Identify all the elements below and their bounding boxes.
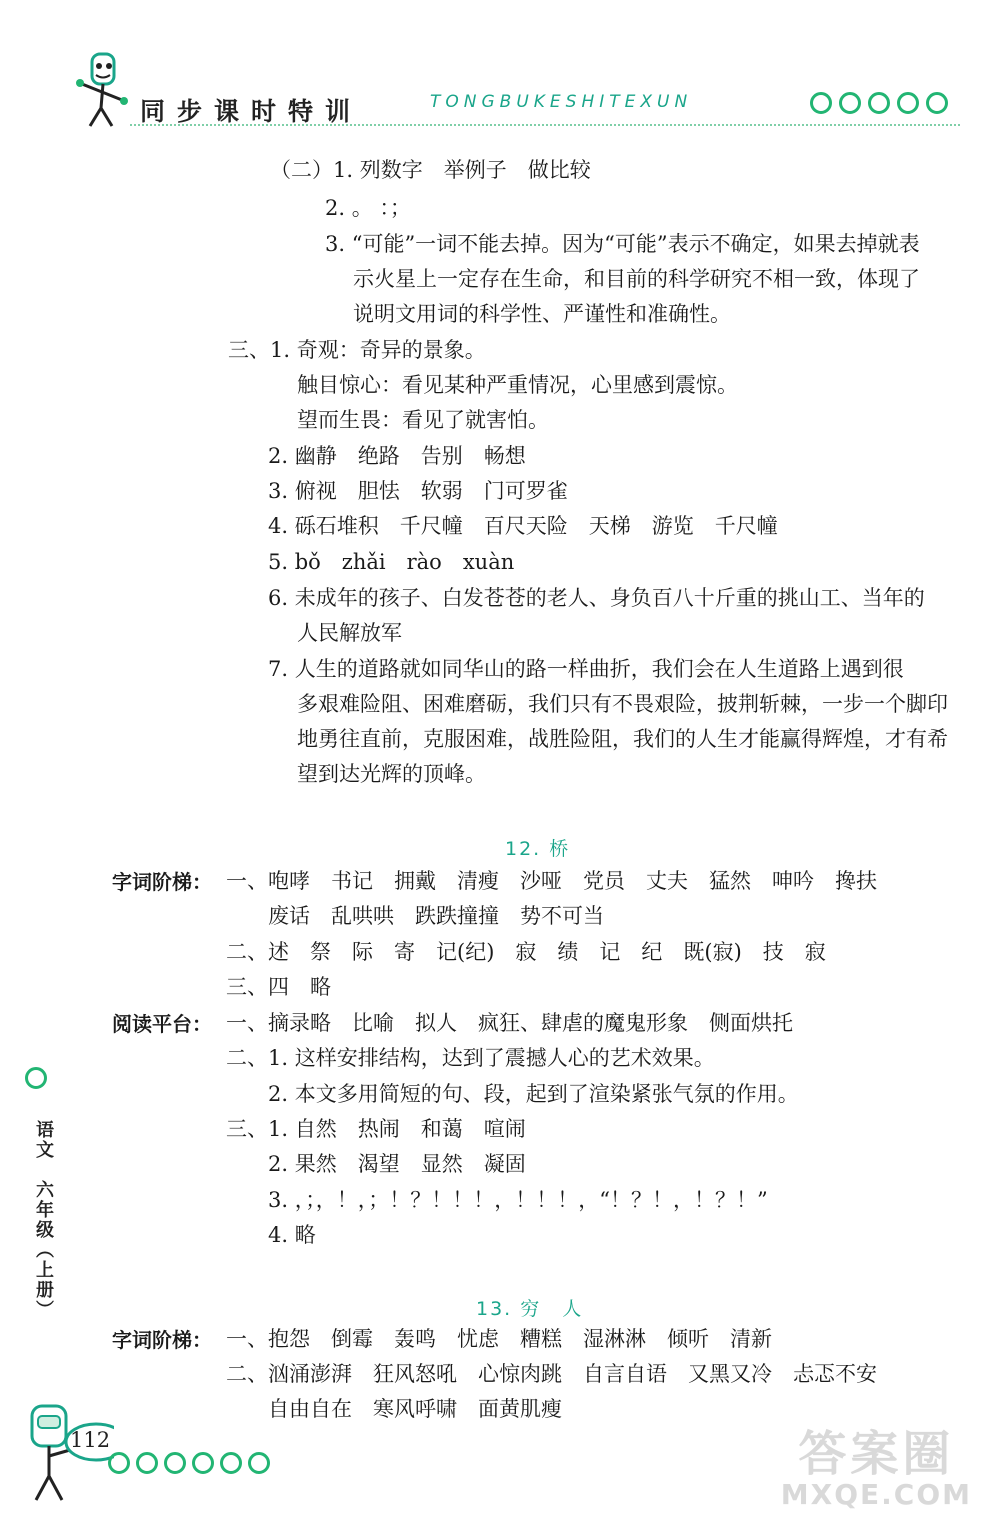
ring-icon: [164, 1452, 186, 1474]
answer-line: 2. 本文多用简短的句、段，起到了渲染紧张气氛的作用。: [268, 1082, 799, 1106]
answer-line: 三、四 略: [226, 975, 331, 999]
header-rings: [810, 92, 960, 118]
header-pinyin: TONGBUKESHITEXUN: [430, 92, 693, 112]
answer-line: 示火星上一定存在生命，和目前的科学研究不相一致，体现了: [353, 267, 920, 291]
answer-line: 一、咆哮 书记 拥戴 清瘦 沙哑 党员 丈夫 猛然 呻吟 搀扶: [226, 869, 877, 893]
footer-rings: [108, 1452, 278, 1478]
ring-icon: [839, 92, 861, 114]
ring-icon: [108, 1452, 130, 1474]
answer-line: 二、1. 这样安排结构，达到了震撼人心的艺术效果。: [226, 1046, 715, 1070]
answer-line: 3. “可能”一词不能去掉。因为“可能”表示不确定，如果去掉就表: [325, 232, 920, 256]
lesson-title: 12. 桥: [505, 838, 571, 860]
answer-line: 2. 幽静 绝路 告别 畅想: [268, 444, 526, 468]
answer-line: 人民解放军: [297, 621, 402, 645]
section-label-ciyu: 字词阶梯：: [112, 870, 212, 894]
lesson-title: 13. 穷 人: [476, 1298, 584, 1320]
answer-line: 二、述 祭 际 寄 记(纪) 寂 绩 记 纪 既(寂) 技 寂: [226, 940, 826, 964]
mascot-icon: [68, 48, 138, 138]
answer-line: 一、抱怨 倒霉 轰鸣 忧虑 糟糕 湿淋淋 倾听 清新: [226, 1327, 772, 1351]
answer-line: 6. 未成年的孩子、白发苍苍的老人、身负百八十斤重的挑山工、当年的: [268, 586, 925, 610]
watermark: [781, 1428, 972, 1510]
answer-line: 2. 。 ：；: [325, 196, 411, 220]
answer-line: 二、汹涌澎湃 狂风怒吼 心惊肉跳 自言自语 又黑又冷 忐忑不安: [226, 1362, 877, 1386]
answer-line: 触目惊心：看见某种严重情况，心里感到震惊。: [297, 373, 738, 397]
ring-icon: [192, 1452, 214, 1474]
section-label-yuedu: 阅读平台：: [112, 1012, 212, 1036]
ring-icon: [136, 1452, 158, 1474]
answer-line: 3. ，；，！，；！？！！！，！！！，“！？！，！？！”: [268, 1188, 768, 1212]
ring-icon: [868, 92, 890, 114]
answer-line: 多艰难险阻、困难磨砺，我们只有不畏艰险，披荆斩棘，一步一个脚印: [297, 692, 948, 716]
ring-icon: [220, 1452, 242, 1474]
ring-icon: [810, 92, 832, 114]
answer-line: 自由自在 寒风呼啸 面黄肌瘦: [268, 1397, 562, 1421]
side-ring-icon: [25, 1067, 47, 1089]
answer-line: 5. bǒ zhǎi rào xuàn: [268, 550, 515, 574]
answer-line: 三、1. 自然 热闹 和蔼 喧闹: [226, 1117, 526, 1141]
page-number: 112: [70, 1428, 111, 1452]
answer-line: 2. 果然 渴望 显然 凝固: [268, 1152, 526, 1176]
header-title: 同步课时特训: [140, 97, 363, 126]
answer-line: 4. 砾石堆积 千尺幢 百尺天险 天梯 游览 千尺幢: [268, 514, 778, 538]
robot-mascot-icon: [14, 1392, 114, 1512]
subject-grade-label: 语文 六年级（上册）: [33, 1120, 54, 1320]
answer-line: 一、摘录略 比喻 拟人 疯狂、肆虐的魔鬼形象 侧面烘托: [226, 1011, 793, 1035]
answer-line: 废话 乱哄哄 跌跌撞撞 势不可当: [268, 904, 604, 928]
answer-line: 说明文用词的科学性、严谨性和准确性。: [353, 302, 731, 326]
answer-line: 望到达光辉的顶峰。: [297, 762, 486, 786]
header-divider: [130, 124, 960, 126]
watermark-line-1: 答案圈: [798, 1426, 955, 1482]
answer-line: 地勇往直前，克服困难，战胜险阻，我们的人生才能赢得辉煌，才有希: [297, 727, 948, 751]
answer-line: （二）1. 列数字 举例子 做比较: [270, 158, 591, 182]
ring-icon: [897, 92, 919, 114]
answer-line: 望而生畏：看见了就害怕。: [297, 408, 549, 432]
ring-icon: [926, 92, 948, 114]
section-label-ciyu: 字词阶梯：: [112, 1328, 212, 1352]
answer-line: 4. 略: [268, 1223, 316, 1247]
ring-icon: [248, 1452, 270, 1474]
answer-line: 7. 人生的道路就如同华山的路一样曲折，我们会在人生道路上遇到很: [268, 657, 904, 681]
watermark-line-2: MXQE.COM: [780, 1478, 972, 1511]
answer-line: 三、1. 奇观：奇异的景象。: [228, 338, 486, 362]
answer-line: 3. 俯视 胆怯 软弱 门可罗雀: [268, 479, 568, 503]
